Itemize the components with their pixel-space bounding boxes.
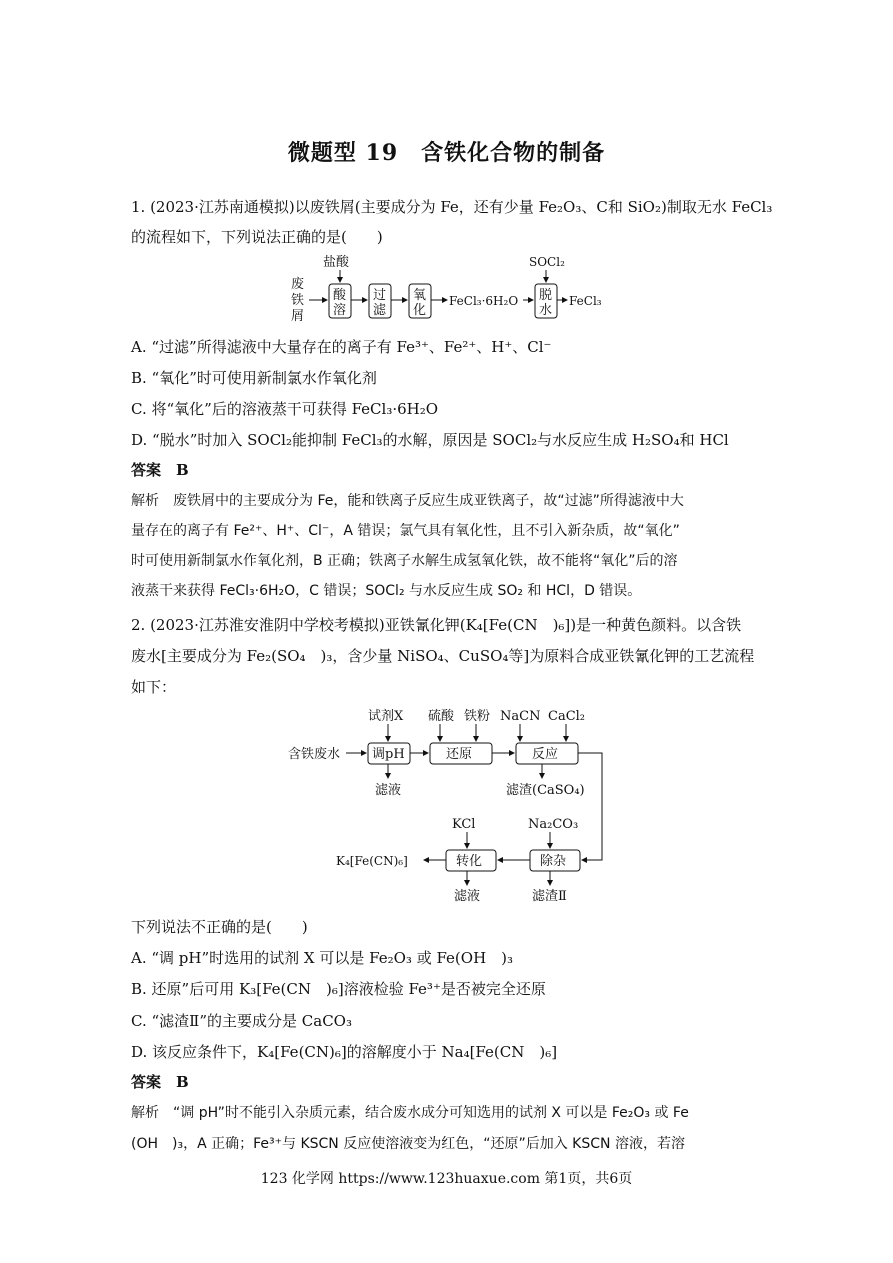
q1-reagent-hcl: 盐酸 xyxy=(323,255,350,270)
q1-option-b: B. “氧化”时可使用新制氯水作氧化剂 xyxy=(131,369,377,387)
svg-text:水: 水 xyxy=(539,303,553,318)
page-footer: 123 化学网 https://www.123huaxue.com 第1页，共6页 xyxy=(260,1171,633,1187)
q2-stem-line2: 废水[主要成分为 Fe₂(SO₄ )₃，含少量 NiSO₄、CuSO₄等]为原料合成亚铁氰化钾的工艺流程 xyxy=(131,647,755,665)
q1-option-c: C. 将“氧化”后的溶液蒸干可获得 FeCl₃·6H₂O xyxy=(131,400,439,418)
svg-text:化: 化 xyxy=(413,303,427,318)
svg-text:转化: 转化 xyxy=(456,854,483,869)
q2-input: 含铁废水 xyxy=(288,747,341,762)
svg-text:滤: 滤 xyxy=(373,303,387,318)
q2-reagent-cacl2: CaCl₂ xyxy=(548,709,586,724)
svg-text:酸: 酸 xyxy=(333,288,347,303)
q1-option-d: D. “脱水”时加入 SOCl₂能抑制 FeCl₃的水解，原因是 SOCl₂与水反应生成 H₂SO₄和 HCl xyxy=(131,431,729,449)
svg-text:还原: 还原 xyxy=(446,747,473,762)
q2-reagent-x: 试剂X xyxy=(368,709,404,724)
svg-text:调pH: 调pH xyxy=(372,747,405,762)
svg-text:反应: 反应 xyxy=(532,747,559,762)
q2-out5: 滤渣Ⅱ xyxy=(532,889,567,904)
q2-reagent-kcl: KCl xyxy=(452,817,476,832)
q2-flowchart xyxy=(280,702,620,907)
q1-input-char3: 屑 xyxy=(291,309,305,324)
q1-explanation-line1: 解析 废铁屑中的主要成分为 Fe，能和铁离子反应生成亚铁离子，故“过滤”所得滤液中大 xyxy=(131,493,684,509)
svg-text:过: 过 xyxy=(373,288,387,303)
q2-explanation-line1: 解析 “调 pH”时不能引入杂质元素，结合废水成分可知选用的试剂 X 可以是 Fe₂O₃ 或 Fe xyxy=(131,1105,689,1121)
q1-explanation-line4: 液蒸干来获得 FeCl₃·6H₂O，C 错误；SOCl₂ 与水反应生成 SO₂ 和 HCl，D 错误。 xyxy=(131,583,642,599)
q2-stem-line1: 2. (2023·江苏淮安淮阴中学校考模拟)亚铁氰化钾(K₄[Fe(CN )₆])是一种黄色颜料。以含铁 xyxy=(131,616,742,634)
page-title: 微题型 19 含铁化合物的制备 xyxy=(287,140,606,166)
q1-explanation-line3: 时可使用新制氯水作氧化剂，B 正确；铁离子水解生成氢氧化铁，故不能将“氧化”后的溶 xyxy=(131,553,678,569)
q1-intermediate: FeCl₃·6H₂O xyxy=(449,294,519,308)
svg-text:氧: 氧 xyxy=(413,288,427,303)
q2-product: K₄[Fe(CN)₆] xyxy=(336,854,408,868)
q2-out1: 滤液 xyxy=(375,783,402,798)
q1-stem-line2: 的流程如下，下列说法正确的是( ) xyxy=(131,228,383,246)
q2-prompt: 下列说法不正确的是( ) xyxy=(131,918,308,936)
svg-text:溶: 溶 xyxy=(333,303,347,318)
q2-reagent-nacn: NaCN xyxy=(500,709,541,724)
q1-flowchart xyxy=(285,252,615,324)
q2-out3: 滤渣(CaSO₄) xyxy=(506,783,585,798)
q2-out4: 滤液 xyxy=(454,889,481,904)
q2-answer: 答案 B xyxy=(131,1073,189,1091)
q1-stem-line1: 1. (2023·江苏南通模拟)以废铁屑(主要成分为 Fe，还有少量 Fe₂O₃、C和 SiO₂)制取无水 FeCl₃ xyxy=(131,198,773,216)
q1-option-a: A. “过滤”所得滤液中大量存在的离子有 Fe³⁺、Fe²⁺、H⁺、Cl⁻ xyxy=(131,338,552,356)
q1-explanation-line2: 量存在的离子有 Fe²⁺、H⁺、Cl⁻，A 错误；氯气具有氧化性，且不引入新杂质，故“氧化” xyxy=(131,523,680,539)
q2-option-b: B. 还原”后可用 K₃[Fe(CN )₆]溶液检验 Fe³⁺是否被完全还原 xyxy=(131,980,546,998)
q2-reagent-acid: 硫酸 xyxy=(428,709,455,724)
q1-input-char1: 废 xyxy=(291,277,305,292)
q2-option-a: A. “调 pH”时选用的试剂 X 可以是 Fe₂O₃ 或 Fe(OH )₃ xyxy=(131,949,514,967)
q2-reagent-na2co3: Na₂CO₃ xyxy=(528,817,579,832)
q2-option-d: D. 该反应条件下，K₄[Fe(CN)₆]的溶解度小于 Na₄[Fe(CN )₆] xyxy=(131,1043,558,1061)
q1-input-char2: 铁 xyxy=(291,293,305,308)
svg-text:脱: 脱 xyxy=(539,288,553,303)
q2-reagent-fe: 铁粉 xyxy=(464,709,491,724)
q2-explanation-line2: (OH )₃，A 正确；Fe³⁺与 KSCN 反应使溶液变为红色，“还原”后加入 KSCN 溶液，若溶 xyxy=(131,1136,685,1152)
q1-answer: 答案 B xyxy=(131,461,189,479)
q2-option-c: C. “滤渣Ⅱ”的主要成分是 CaCO₃ xyxy=(131,1012,352,1030)
q1-reagent-socl2: SOCl₂ xyxy=(529,255,565,269)
svg-text:除杂: 除杂 xyxy=(540,854,567,869)
q1-output: FeCl₃ xyxy=(569,294,602,308)
q2-stem-line3: 如下： xyxy=(131,678,177,696)
